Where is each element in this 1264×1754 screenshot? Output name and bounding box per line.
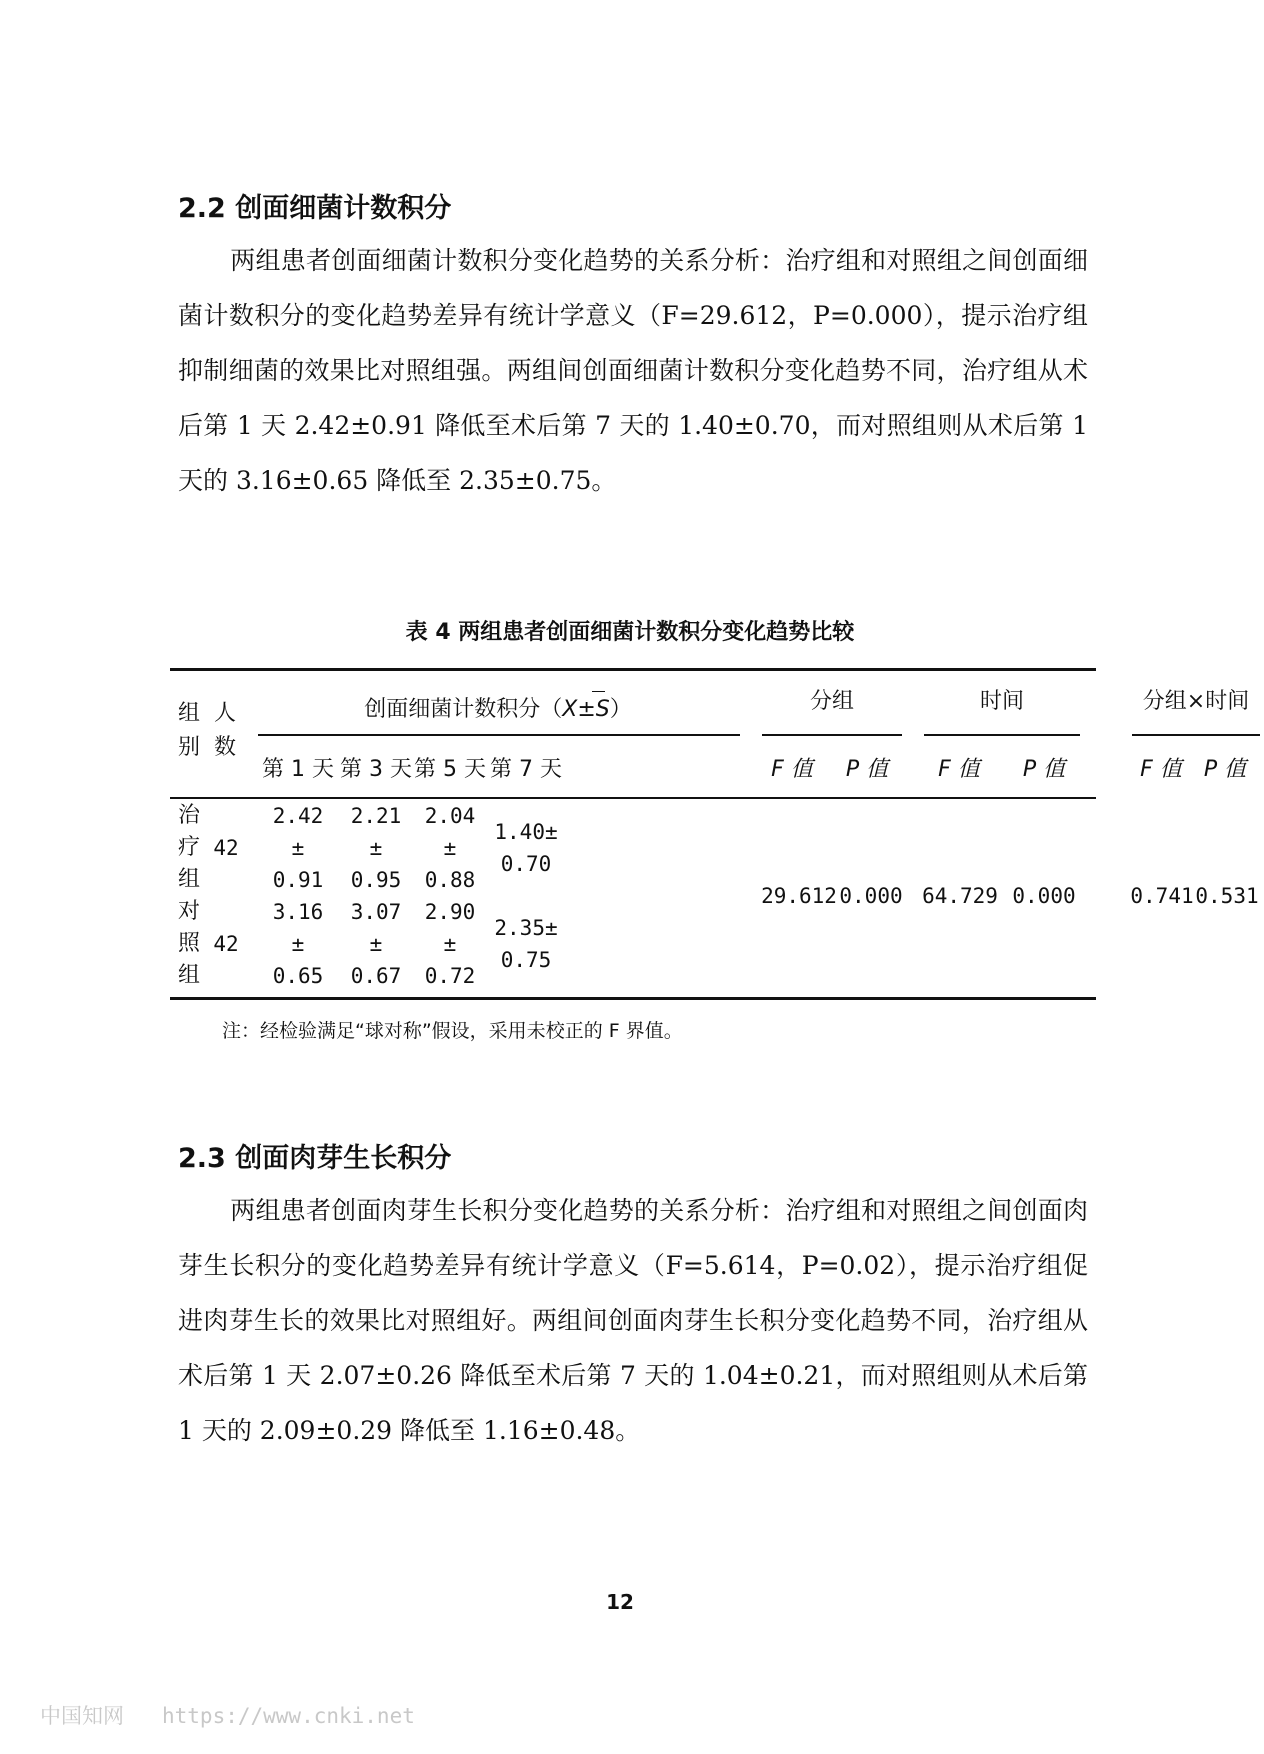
- table-header-rule: [170, 797, 1096, 799]
- section-2-3-paragraph: [178, 1183, 1088, 1458]
- treatment-day5-mean: 2.04: [424, 804, 476, 828]
- treatment-day5-pm: ±: [443, 836, 457, 860]
- control-group-char3: 组: [177, 963, 200, 988]
- treatment-day1-pm: ±: [291, 836, 305, 860]
- header-count-line1: 人: [213, 701, 236, 726]
- header-interaction-f: F 值: [1140, 757, 1182, 782]
- treatment-day5-sd: 0.88: [424, 868, 476, 892]
- header-grouping: 分组: [809, 689, 854, 714]
- cnki-watermark: [40, 1700, 453, 1730]
- table-4: [170, 668, 1259, 1000]
- header-day3: 第 3 天: [340, 757, 412, 782]
- control-day1-mean: 3.16: [272, 900, 324, 924]
- control-day7-mean: 2.35±: [494, 916, 558, 940]
- control-n: 42: [213, 932, 239, 956]
- section-2-2-text: 两组患者创面细菌计数积分变化趋势的关系分析：治疗组和对照组之间创面细菌计数积分的变化趋势差异有统计学意义（F=29.612，P=0.000），提示治疗组抑制细菌的效果比对照组强。两组间创面细菌计数积分变化趋势不同，治疗组从术后第 1 天 2.42±0.91 降低至术后第 7 天的 1.40±0.70，而对照组则从术后第 1 天的 3.16±0.65 降低至 2.35±0.75。: [178, 246, 1088, 495]
- control-day3-mean: 3.07: [350, 900, 402, 924]
- control-day5-pm: ±: [443, 932, 457, 956]
- header-interaction-p: P 值: [1203, 757, 1247, 782]
- control-day5-mean: 2.90: [424, 900, 476, 924]
- treatment-group-char2: 疗: [177, 835, 200, 860]
- control-day1-pm: ±: [291, 932, 305, 956]
- table-top-rule: [170, 668, 1096, 671]
- header-time: 时间: [979, 689, 1024, 714]
- stat-grouping-f: 29.612: [761, 884, 837, 908]
- treatment-group-char3: 组: [177, 867, 200, 892]
- section-2-2-paragraph: [178, 233, 1088, 508]
- header-day7: 第 7 天: [490, 757, 562, 782]
- page-number: 12: [606, 1590, 634, 1614]
- treatment-day7-sd: 0.70: [500, 852, 552, 876]
- header-time-p: P 值: [1022, 757, 1066, 782]
- treatment-day3-mean: 2.21: [350, 804, 402, 828]
- stat-interaction-p: 0.531: [1195, 884, 1259, 908]
- treatment-group-char1: 治: [177, 803, 200, 828]
- treatment-n: 42: [213, 836, 239, 860]
- header-day1: 第 1 天: [262, 757, 334, 782]
- table-4-caption: 表 4 两组患者创面细菌计数积分变化趋势比较: [405, 620, 855, 645]
- interaction-underline: [1132, 734, 1260, 736]
- control-day1-sd: 0.65: [272, 964, 324, 988]
- watermark-url: https://www.cnki.net: [162, 1704, 415, 1728]
- control-group-char1: 对: [177, 899, 200, 924]
- section-2-3-text: 两组患者创面肉芽生长积分变化趋势的关系分析：治疗组和对照组之间创面肉芽生长积分的变化趋势差异有统计学意义（F=5.614，P=0.02），提示治疗组促进肉芽生长的效果比对照组好。两组间创面肉芽生长积分变化趋势不同，治疗组从术后第 1 天 2.07±0.26 降低至术后第 7 天的 1.04±0.21，而对照组则从术后第 1 天的 2.09±0.29 降低至 1.16±0.48。: [178, 1196, 1088, 1445]
- watermark-cn: 中国知网: [40, 1704, 124, 1728]
- section-2-3-heading: 2.3 创面肉芽生长积分: [178, 1143, 452, 1174]
- header-score: 创面细菌计数积分（X±S）: [364, 697, 632, 722]
- header-count-line2: 数: [213, 735, 236, 760]
- treatment-day1-mean: 2.42: [272, 804, 324, 828]
- treatment-day3-sd: 0.95: [350, 868, 402, 892]
- header-time-f: F 值: [938, 757, 980, 782]
- control-day3-sd: 0.67: [350, 964, 402, 988]
- stat-grouping-p: 0.000: [839, 884, 903, 908]
- header-day5: 第 5 天: [414, 757, 486, 782]
- stat-time-f: 64.729: [922, 884, 998, 908]
- control-day7-sd: 0.75: [500, 948, 552, 972]
- time-underline: [924, 734, 1080, 736]
- section-2-2-heading: 2.2 创面细菌计数积分: [178, 193, 452, 224]
- header-grouping-f: F 值: [771, 757, 813, 782]
- control-group-char2: 照: [177, 931, 200, 956]
- stat-interaction-f: 0.741: [1130, 884, 1194, 908]
- table-bottom-rule: [170, 997, 1096, 1000]
- stat-time-p: 0.000: [1012, 884, 1076, 908]
- control-day3-pm: ±: [369, 932, 383, 956]
- table-4-note: 注：经检验满足“球对称”假设，采用未校正的 F 界值。: [222, 1020, 683, 1042]
- header-interaction: 分组×时间: [1142, 689, 1250, 714]
- grouping-underline: [762, 734, 902, 736]
- treatment-day7-mean: 1.40±: [494, 820, 558, 844]
- control-day5-sd: 0.72: [424, 964, 476, 988]
- xbar-overline: [592, 691, 605, 692]
- treatment-day1-sd: 0.91: [272, 868, 324, 892]
- treatment-day3-pm: ±: [369, 836, 383, 860]
- header-grouping-p: P 值: [845, 757, 889, 782]
- header-group-line1: 组: [177, 701, 200, 726]
- score-underline-rest: [594, 734, 738, 736]
- header-group-line2: 别: [177, 735, 200, 760]
